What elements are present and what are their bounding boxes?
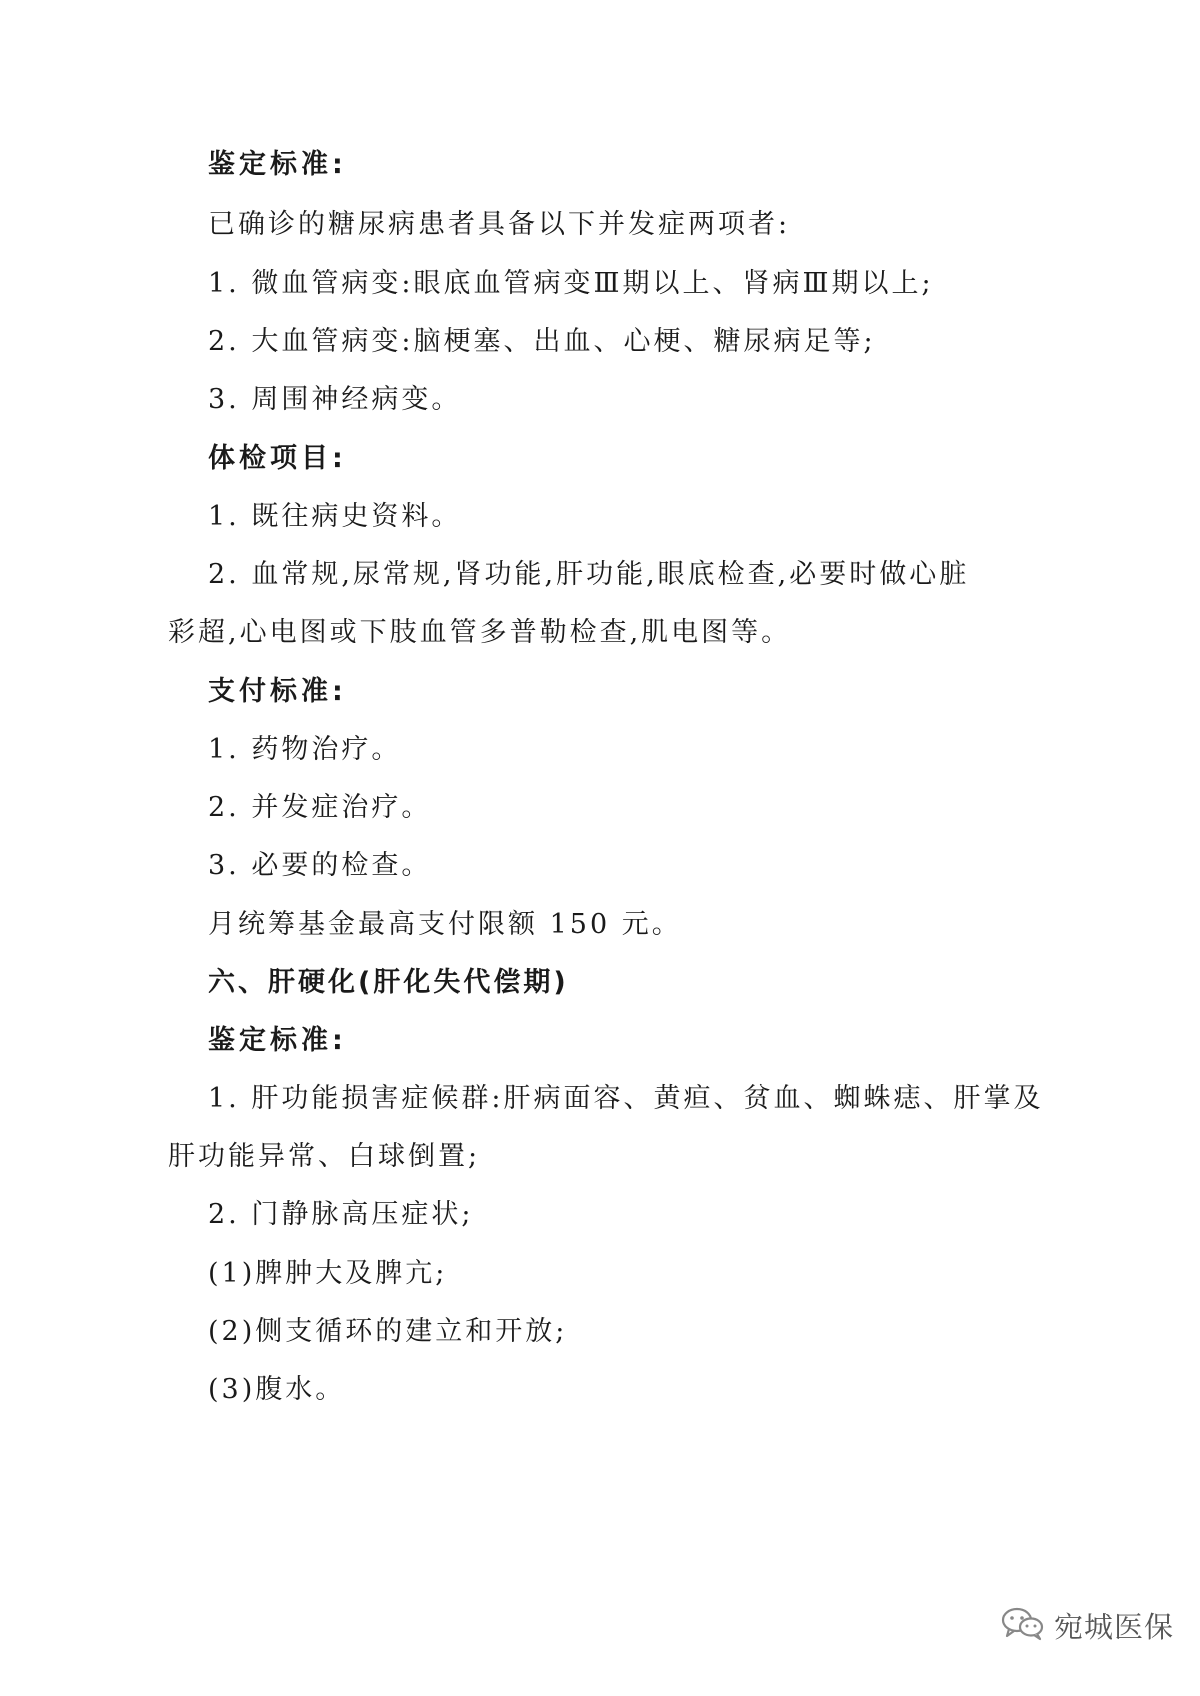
criteria-item: 2. 门静脉高压症状; [208, 1199, 474, 1230]
criteria-subitem: (2)侧支循环的建立和开放; [208, 1316, 568, 1347]
exam-item-continuation: 彩超,心电图或下肢血管多普勒检查,肌电图等。 [168, 617, 792, 648]
exam-heading: 体检项目: [208, 443, 347, 474]
criteria-subitem: (1)脾肿大及脾亢; [208, 1258, 448, 1289]
criteria-item: 1. 肝功能损害症候群:肝病面容、黄疸、贫血、蜘蛛痣、肝掌及 [208, 1083, 1044, 1114]
payment-item: 3. 必要的检查。 [208, 850, 432, 881]
criteria-item: 3. 周围神经病变。 [208, 384, 462, 415]
exam-item: 1. 既往病史资料。 [208, 501, 462, 532]
criteria-item: 2. 大血管病变:脑梗塞、出血、心梗、糖尿病足等; [208, 326, 876, 357]
payment-limit: 月统筹基金最高支付限额 150 元。 [208, 909, 682, 940]
criteria-intro: 已确诊的糖尿病患者具备以下并发症两项者: [208, 209, 791, 240]
payment-item: 1. 药物治疗。 [208, 734, 402, 765]
exam-item: 2. 血常规,尿常规,肾功能,肝功能,眼底检查,必要时做心脏 [208, 559, 970, 590]
criteria-subitem: (3)腹水。 [208, 1374, 346, 1405]
payment-item: 2. 并发症治疗。 [208, 792, 432, 823]
criteria-item-continuation: 肝功能异常、白球倒置; [168, 1141, 481, 1172]
watermark-text: 宛城医保 [1054, 1609, 1175, 1644]
criteria-heading: 鉴定标准: [208, 1025, 347, 1056]
payment-heading: 支付标准: [208, 676, 347, 707]
watermark [1000, 1605, 1174, 1645]
section-title: 六、肝硬化(肝化失代偿期) [208, 967, 569, 998]
wechat-icon [1000, 1605, 1046, 1645]
criteria-item: 1. 微血管病变:眼底血管病变Ⅲ期以上、肾病Ⅲ期以上; [208, 268, 934, 299]
criteria-heading: 鉴定标准: [208, 149, 347, 180]
